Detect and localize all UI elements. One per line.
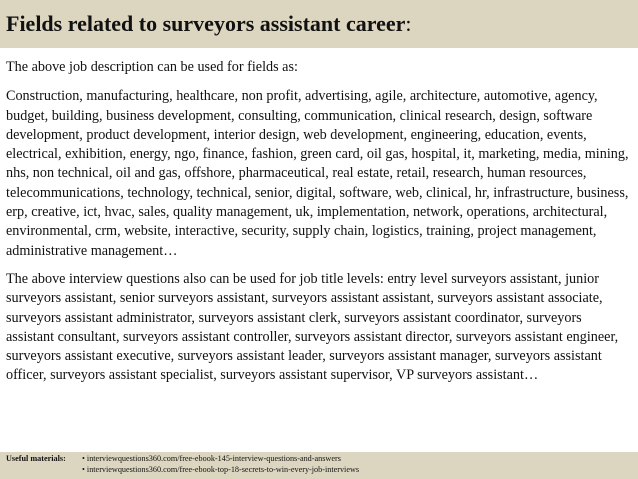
footer-link-145-questions[interactable]: • interviewquestions360.com/free-ebook-145-interview-questions-and-answers (82, 454, 341, 463)
footer-spacer (6, 464, 82, 475)
footer-row-2 (6, 464, 638, 475)
intro-text: The above job description can be used for fields as: (6, 59, 298, 75)
main-content (6, 58, 632, 386)
useful-materials-label: Useful materials: (6, 454, 66, 463)
footer (0, 452, 638, 479)
page-title-text: Fields related to surveyors assistant career (6, 11, 406, 36)
title-bar (0, 0, 638, 48)
footer-link-18-secrets[interactable]: • interviewquestions360.com/free-ebook-top-18-secrets-to-win-every-job-interviews (82, 465, 360, 474)
fields-paragraph: Construction, manufacturing, healthcare, non profit, advertising, agile, architecture, automotive, agency, budget, building, business development, consulting, communication, clinical research, design, software development, product development, interior design, web development, engineering, education, events, electrical, exhibition, energy, ngo, finance, fashion, green card, oil gas, hospital, it, marketing, media, mining, nhs, non technical, oil and gas, offshore, pharmaceutical, real estate, retail, research, human resources, telecommunications, technology, technical, senior, digital, software, web, clinical, hr, infrastructure, business, erp, creative, ict, hvac, sales, quality management, uk, implementation, network, operations, architectural, environmental, crm, website, interactive, security, supply chain, logistics, training, project management, administrative management… (6, 88, 629, 259)
page-title (6, 9, 638, 39)
footer-row-1 (6, 453, 638, 464)
job-levels-paragraph: The above interview questions also can be used for job title levels: entry level surveyors assistant, junior surveyors assistant, senior surveyors assistant, surveyors assistant assistant, surveyors assistant associate, surveyors assistant administrator, surveyors assistant clerk, surveyors assistant coordinator, surveyors assistant consultant, surveyors assistant controller, surveyors assistant director, surveyors assistant engineer, surveyors assistant executive, surveyors assistant leader, surveyors assistant manager, surveyors assistant officer, surveyors assistant specialist, surveyors assistant supervisor, VP surveyors assistant… (6, 270, 619, 384)
title-colon: : (405, 11, 412, 36)
